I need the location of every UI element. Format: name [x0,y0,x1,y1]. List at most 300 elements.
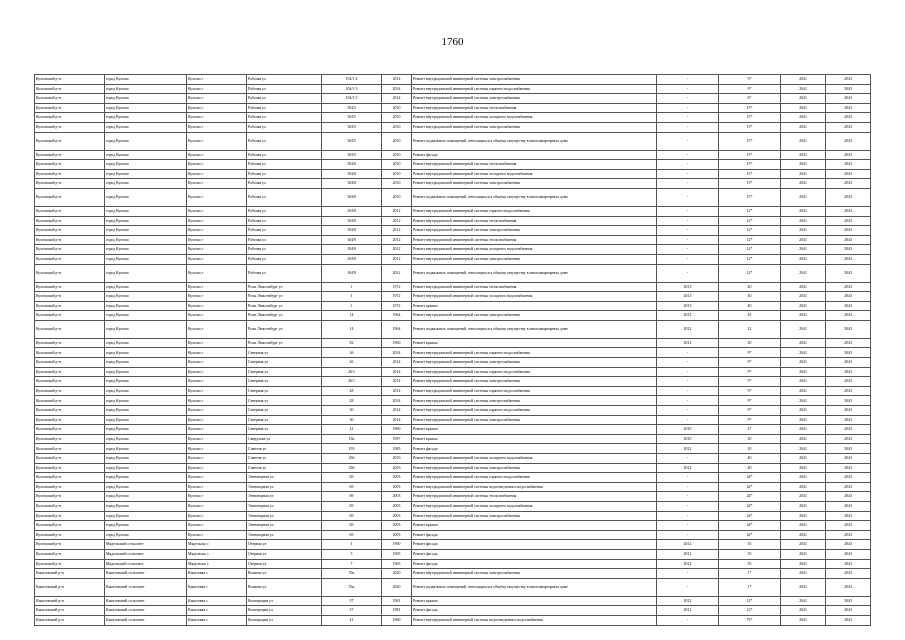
planned-start-cell: 2041 [781,434,826,444]
locality-cell: Кулешо г [187,301,247,311]
table-row [35,348,871,358]
district-cell: Кыштовский р-н [35,615,105,625]
house-number-cell: 104/1.5 [322,94,382,104]
settlement-cell: город Кулешо [105,320,187,338]
district-cell: Кыштовский р-н [35,578,105,596]
planned-start-cell: 2041 [781,132,826,150]
work-type-cell: Ремонт крыши [412,301,657,311]
locality-cell: Кулешо г [187,160,247,170]
work-type-cell: Ремонт внутридомовой инженерной системы электроснабжения [412,226,657,236]
locality-cell: Кулешо г [187,226,247,236]
house-number-cell: 104/5 [322,150,382,160]
year-built-cell: 2010 [382,188,412,206]
wear-percent-cell: 12* [719,206,781,216]
settlement-cell: город Кулешо [105,463,187,473]
last-repair-year-cell: - [657,454,719,464]
year-built-cell: 2012 [382,254,412,264]
table-row [35,94,871,104]
planned-end-cell: 2043 [826,511,871,521]
planned-end-cell: 2043 [826,492,871,502]
planned-start-cell: 2041 [781,482,826,492]
wear-percent-cell: 40 [719,454,781,464]
planned-start-cell: 2041 [781,226,826,236]
work-type-cell: Ремонт внутридомовой инженерной системы электроснабжения [412,463,657,473]
district-cell: Кулешский р-н [35,396,105,406]
year-built-cell: 2010 [382,160,412,170]
house-number-cell: 26/1 [322,367,382,377]
district-cell: Кулешский р-н [35,367,105,377]
wear-percent-cell: 6* [719,94,781,104]
locality-cell: Кулешо г [187,396,247,406]
district-cell: Кулешский р-н [35,94,105,104]
settlement-cell: город Кулешо [105,406,187,416]
street-cell: Рабочая ул [247,188,322,206]
year-built-cell: 1981 [382,606,412,616]
planned-start-cell: 2041 [781,150,826,160]
wear-percent-cell: 24* [719,492,781,502]
house-number-cell: 55к [322,578,382,596]
district-cell: Кулешский р-н [35,425,105,435]
wear-percent-cell: 15* [719,160,781,170]
locality-cell: Кулешо г [187,320,247,338]
work-type-cell: Ремонт внутридомовой инженерной системы теплоснабжения [412,160,657,170]
settlement-cell: Мядельский сельсовет [105,549,187,559]
locality-cell: Кулешо г [187,530,247,540]
year-built-cell: 2012 [382,206,412,216]
table-row [35,160,871,170]
table-row [35,434,871,444]
locality-cell: Кулешо г [187,367,247,377]
work-type-cell: Ремонт внутридомовой инженерной системы электроснабжения [412,122,657,132]
district-cell: Кулешский р-н [35,463,105,473]
planned-start-cell: 2041 [781,103,826,113]
locality-cell: Кулешо г [187,113,247,123]
year-built-cell: 1981 [382,596,412,606]
year-built-cell: 2012 [382,226,412,236]
wear-percent-cell: 15* [719,169,781,179]
work-type-cell: Ремонт внутридомовой инженерной системы горячего водоснабжения [412,84,657,94]
planned-end-cell: 2043 [826,549,871,559]
locality-cell: Мядельско с [187,549,247,559]
wear-percent-cell: 15* [719,103,781,113]
planned-end-cell: 2043 [826,454,871,464]
settlement-cell: Кыштовский сельсовет [105,578,187,596]
wear-percent-cell: 12* [719,235,781,245]
planned-start-cell: 2041 [781,348,826,358]
wear-percent-cell: 40 [719,292,781,302]
house-number-cell: 1 [322,282,382,292]
locality-cell: Кулешо г [187,501,247,511]
planned-end-cell: 2043 [826,377,871,387]
district-cell: Кулешский р-н [35,473,105,483]
planned-start-cell: 2041 [781,264,826,282]
work-type-cell: Ремонт внутридомовой инженерной системы холодного водоснабжения [412,169,657,179]
planned-end-cell: 2043 [826,254,871,264]
planned-end-cell: 2043 [826,569,871,579]
locality-cell: Кулешо г [187,75,247,85]
house-number-cell: 69 [322,473,382,483]
table-body [35,75,871,626]
table-row [35,559,871,569]
locality-cell: Кулешо г [187,282,247,292]
last-repair-year-cell: - [657,492,719,502]
district-cell: Кулешский р-н [35,113,105,123]
page-number: 1760 [441,36,464,48]
planned-end-cell: 2043 [826,301,871,311]
street-cell: Элеваторная ул [247,521,322,531]
street-cell: Северная ул [247,425,322,435]
planned-end-cell: 2043 [826,396,871,406]
planned-end-cell: 2043 [826,235,871,245]
wear-percent-cell: 47 [719,425,781,435]
locality-cell: Кулешо г [187,84,247,94]
wear-percent-cell: 15* [719,150,781,160]
table-row [35,530,871,540]
work-type-cell: Ремонт фасада [412,444,657,454]
planned-start-cell: 2041 [781,511,826,521]
planned-end-cell: 2043 [826,75,871,85]
district-cell: Кулешский р-н [35,132,105,150]
planned-start-cell: 2041 [781,415,826,425]
district-cell: Кулешский р-н [35,122,105,132]
year-built-cell: 1964 [382,320,412,338]
last-repair-year-cell: 2012 [657,444,719,454]
settlement-cell: город Кулешо [105,292,187,302]
table-row [35,84,871,94]
last-repair-year-cell: - [657,235,719,245]
house-number-cell: 69 [322,511,382,521]
street-cell: Рабочая ул [247,235,322,245]
house-number-cell: 69 [322,530,382,540]
locality-cell: Кулешо г [187,103,247,113]
planned-end-cell: 2043 [826,473,871,483]
last-repair-year-cell: - [657,264,719,282]
planned-start-cell: 2041 [781,578,826,596]
wear-percent-cell: 12* [719,216,781,226]
table-row [35,596,871,606]
wear-percent-cell: 24* [719,482,781,492]
street-cell: Кооперации ул [247,596,322,606]
work-type-cell: Ремонт подвальных помещений, относящихся к общему имуществу в многоквартирном доме [412,320,657,338]
last-repair-year-cell: - [657,473,719,483]
last-repair-year-cell: 2012 [657,311,719,321]
locality-cell: Кыштовка с [187,606,247,616]
house-number-cell: 69 [322,521,382,531]
last-repair-year-cell: 2013 [657,292,719,302]
settlement-cell: город Кулешо [105,473,187,483]
year-built-cell: 2014 [382,358,412,368]
street-cell: Рабочая ул [247,179,322,189]
house-number-cell: 104/8 [322,216,382,226]
work-type-cell: Ремонт внутридомовой инженерной системы электроснабжения [412,94,657,104]
wear-percent-cell: 35 [719,549,781,559]
last-repair-year-cell: - [657,578,719,596]
wear-percent-cell: 9* [719,84,781,94]
table-row [35,396,871,406]
year-built-cell: 2003 [382,501,412,511]
wear-percent-cell: 15* [719,188,781,206]
year-built-cell: 2003 [382,521,412,531]
district-cell: Кыштовский р-н [35,606,105,616]
year-built-cell: 1960 [382,425,412,435]
last-repair-year-cell: - [657,216,719,226]
locality-cell: Кулешо г [187,348,247,358]
wear-percent-cell: 9* [719,348,781,358]
planned-start-cell: 2041 [781,179,826,189]
year-built-cell: 2020 [382,569,412,579]
street-cell: Элеваторная ул [247,511,322,521]
work-type-cell: Ремонт внутридомовой инженерной системы горячего водоснабжения [412,473,657,483]
planned-end-cell: 2043 [826,282,871,292]
table-row [35,540,871,550]
planned-start-cell: 2041 [781,94,826,104]
year-built-cell: 2003 [382,482,412,492]
locality-cell: Кулешо г [187,235,247,245]
locality-cell: Кулешо г [187,386,247,396]
settlement-cell: город Кулешо [105,226,187,236]
locality-cell: Кулешо г [187,254,247,264]
house-number-cell: 104/8 [322,226,382,236]
house-number-cell: 5 [322,549,382,559]
locality-cell: Кулешо г [187,169,247,179]
last-repair-year-cell: - [657,377,719,387]
wear-percent-cell: 40 [719,463,781,473]
locality-cell: Кулешо г [187,338,247,348]
planned-start-cell: 2041 [781,301,826,311]
planned-start-cell: 2041 [781,169,826,179]
street-cell: Рабочая ул [247,75,322,85]
table-row [35,206,871,216]
locality-cell: Кулешо г [187,463,247,473]
work-type-cell: Ремонт подвальных помещений, относящихся к общему имуществу в многоквартирном доме [412,132,657,150]
settlement-cell: город Кулешо [105,188,187,206]
year-built-cell: 1960 [382,615,412,625]
district-cell: Кулешский р-н [35,311,105,321]
street-cell: Рабочая ул [247,169,322,179]
district-cell: Кулешский р-н [35,282,105,292]
year-built-cell: 2012 [382,264,412,282]
work-type-cell: Ремонт внутридомовой инженерной системы электроснабжения [412,569,657,579]
year-built-cell: 1985 [382,444,412,454]
planned-end-cell: 2043 [826,338,871,348]
house-number-cell: 104/5 [322,103,382,113]
planned-start-cell: 2041 [781,396,826,406]
planned-end-cell: 2043 [826,530,871,540]
planned-end-cell: 2043 [826,179,871,189]
planned-end-cell: 2043 [826,292,871,302]
last-repair-year-cell: - [657,396,719,406]
table-row [35,569,871,579]
planned-end-cell: 2043 [826,596,871,606]
planned-end-cell: 2043 [826,94,871,104]
house-number-cell: 104/6 [322,169,382,179]
table-row [35,282,871,292]
planned-start-cell: 2041 [781,406,826,416]
street-cell: Озерная ул [247,540,322,550]
district-cell: Кулешский р-н [35,206,105,216]
street-cell: Советов ул [247,454,322,464]
settlement-cell: город Кулешо [105,454,187,464]
planned-start-cell: 2041 [781,615,826,625]
locality-cell: Кулешо г [187,216,247,226]
work-type-cell: Ремонт внутридомовой инженерной системы водоотведения и водоснабжения [412,482,657,492]
year-built-cell: 1960 [382,540,412,550]
district-cell: Кулешский р-н [35,216,105,226]
settlement-cell: город Кулешо [105,511,187,521]
locality-cell: Кулешо г [187,406,247,416]
district-cell: Кулешский р-н [35,245,105,255]
wear-percent-cell: 9* [719,415,781,425]
work-type-cell: Ремонт подвальных помещений, относящихся к общему имуществу в многоквартирном доме [412,264,657,282]
work-type-cell: Ремонт фасада [412,530,657,540]
planned-end-cell: 2043 [826,150,871,160]
table-row [35,444,871,454]
house-number-cell: 193 [322,444,382,454]
settlement-cell: город Кулешо [105,521,187,531]
planned-end-cell: 2043 [826,169,871,179]
work-type-cell: Ремонт внутридомовой инженерной системы теплоснабжения [412,103,657,113]
last-repair-year-cell: - [657,569,719,579]
work-type-cell: Ремонт крыши [412,434,657,444]
last-repair-year-cell: - [657,75,719,85]
street-cell: Элеваторная ул [247,482,322,492]
settlement-cell: Мядельский сельсовет [105,540,187,550]
planned-start-cell: 2041 [781,358,826,368]
locality-cell: Кулешо г [187,482,247,492]
settlement-cell: город Кулешо [105,254,187,264]
planned-start-cell: 2041 [781,521,826,531]
district-cell: Кулешский р-н [35,320,105,338]
planned-start-cell: 2041 [781,569,826,579]
year-built-cell: 2014 [382,348,412,358]
locality-cell: Кулешо г [187,377,247,387]
year-built-cell: 1965 [382,559,412,569]
year-built-cell: 2003 [382,473,412,483]
work-type-cell: Ремонт внутридомовой инженерной системы горячего водоснабжения [412,206,657,216]
work-type-cell: Ремонт внутридомовой инженерной системы электроснабжения [412,75,657,85]
table-row [35,406,871,416]
house-number-cell: 69 [322,482,382,492]
street-cell: Розы Люксембург ул [247,338,322,348]
settlement-cell: город Кулешо [105,348,187,358]
last-repair-year-cell: 2012 [657,549,719,559]
work-type-cell: Ремонт фасада [412,540,657,550]
year-built-cell: 2016 [382,463,412,473]
planned-end-cell: 2043 [826,386,871,396]
settlement-cell: город Кулешо [105,282,187,292]
district-cell: Кулешский р-н [35,338,105,348]
locality-cell: Кулешо г [187,206,247,216]
locality-cell: Кулешо г [187,132,247,150]
street-cell: Рабочая ул [247,226,322,236]
work-type-cell: Ремонт внутридомовой инженерной системы теплоснабжения [412,235,657,245]
planned-start-cell: 2041 [781,501,826,511]
locality-cell: Кулешо г [187,473,247,483]
last-repair-year-cell: - [657,530,719,540]
street-cell: Рабочая ул [247,113,322,123]
work-type-cell: Ремонт подвальных помещений, относящихся к общему имуществу в многоквартирном доме [412,578,657,596]
wear-percent-cell: 12* [719,264,781,282]
wear-percent-cell: 12* [719,226,781,236]
wear-percent-cell: 15* [719,113,781,123]
settlement-cell: Кыштовский сельсовет [105,596,187,606]
table-row [35,301,871,311]
year-built-cell: 1972 [382,301,412,311]
district-cell: Кулешский р-н [35,75,105,85]
planned-end-cell: 2043 [826,103,871,113]
wear-percent-cell: 22 [719,320,781,338]
locality-cell: Кулешо г [187,311,247,321]
table-row [35,501,871,511]
district-cell: Кыштовский р-н [35,569,105,579]
wear-percent-cell: 35 [719,559,781,569]
street-cell: Советов ул [247,463,322,473]
year-built-cell: 2014 [382,84,412,94]
planned-start-cell: 2041 [781,235,826,245]
planned-end-cell: 2043 [826,425,871,435]
locality-cell: Кулешо г [187,415,247,425]
work-type-cell: Ремонт внутридомовой инженерной системы горячего водоснабжения [412,348,657,358]
settlement-cell: город Кулешо [105,150,187,160]
table-row [35,454,871,464]
table-row [35,521,871,531]
house-number-cell: 104/8 [322,206,382,216]
street-cell: Рабочая ул [247,150,322,160]
settlement-cell: город Кулешо [105,179,187,189]
year-built-cell: 2012 [382,216,412,226]
house-number-cell: 30 [322,406,382,416]
district-cell: Кулешский р-н [35,511,105,521]
last-repair-year-cell: - [657,521,719,531]
settlement-cell: город Кулешо [105,301,187,311]
planned-end-cell: 2043 [826,122,871,132]
district-cell: Кулешский р-н [35,530,105,540]
year-built-cell: 2014 [382,75,412,85]
planned-end-cell: 2043 [826,521,871,531]
planned-start-cell: 2041 [781,606,826,616]
street-cell: Свердлова ул [247,434,322,444]
settlement-cell: город Кулешо [105,415,187,425]
district-cell: Кулешский р-н [35,521,105,531]
house-number-cell: 7 [322,559,382,569]
wear-percent-cell: 9* [719,386,781,396]
settlement-cell: город Кулешо [105,75,187,85]
house-number-cell: 104/6 [322,179,382,189]
table-row [35,377,871,387]
year-built-cell: 2010 [382,122,412,132]
last-repair-year-cell: - [657,169,719,179]
street-cell: Розы Люксембург ул [247,282,322,292]
last-repair-year-cell: - [657,103,719,113]
locality-cell: Мядельско с [187,540,247,550]
locality-cell: Кулешо г [187,454,247,464]
table-row [35,549,871,559]
district-cell: Кулешский р-н [35,377,105,387]
district-cell: Кулешский р-н [35,235,105,245]
street-cell: Рабочая ул [247,160,322,170]
wear-percent-cell: 1* [719,578,781,596]
year-built-cell: 1964 [382,311,412,321]
table-row [35,463,871,473]
locality-cell: Кулешо г [187,188,247,206]
year-built-cell: 2014 [382,377,412,387]
planned-end-cell: 2043 [826,606,871,616]
locality-cell: Кыштовка с [187,615,247,625]
wear-percent-cell: 40 [719,301,781,311]
work-type-cell: Ремонт внутридомовой инженерной системы теплоснабжения [412,216,657,226]
work-type-cell: Ремонт крыши [412,338,657,348]
district-cell: Кулешский р-н [35,301,105,311]
